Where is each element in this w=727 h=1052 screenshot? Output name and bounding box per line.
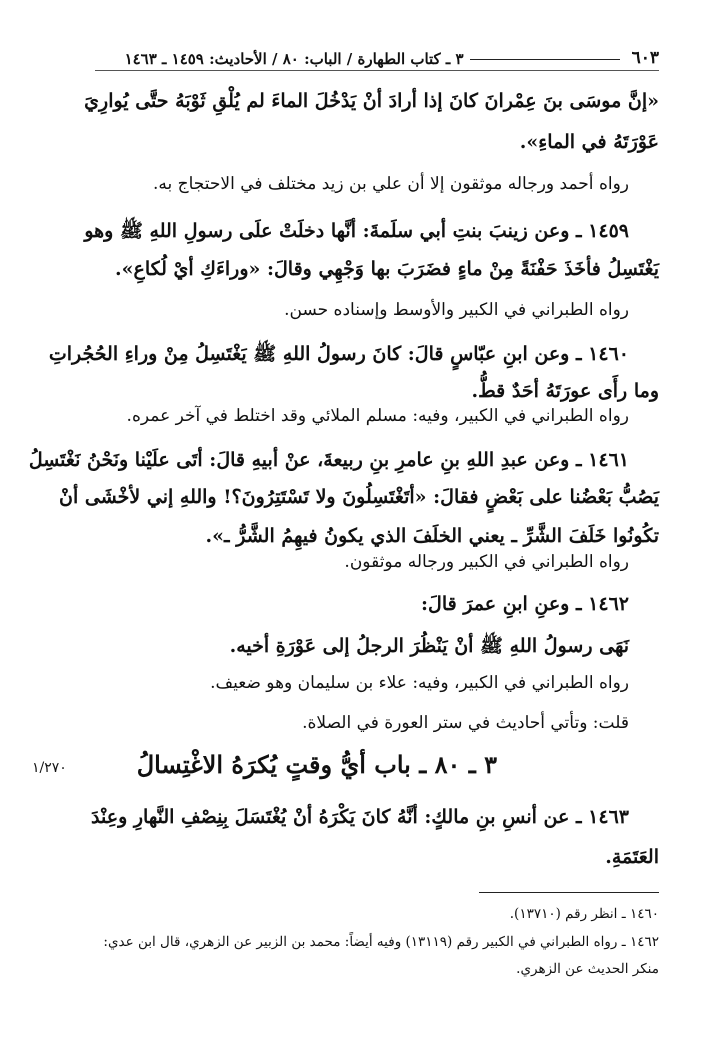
source-line: رواه الطبراني في الكبير والأوسط وإسناده حسن. (284, 300, 629, 320)
hadith-text-line: يَصُبُّ بَعْضُنا على بَعْضٍ فقالَ: «أتَغْتَسِلُونَ ولا تَسْتَتِرُونَ؟! واللهِ إني لأخْشَى أنْ (59, 486, 659, 508)
footnote: ١٤٦٢ ـ رواه الطبراني في الكبير رقم (١٣١١٩) وفيه أيضاً: محمد بن الزبير عن الزهري، قال ابن عدي: (103, 934, 659, 950)
hadith-1461-line (28, 449, 629, 471)
hadith-1459-line (84, 219, 629, 247)
header-dash-line (470, 59, 620, 60)
hadith-text-line: يَغْتَسِلُ فأخَذَ حَفْنَةً مِنْ ماءٍ فضَرَبَ بها وَجْهِي وقالَ: «وراءَكِ أيْ لُكاعِ». (115, 258, 659, 280)
header-rule (95, 70, 659, 71)
hadith-1460-line (48, 342, 629, 370)
hadith-number: ١٤٦٠ (588, 343, 629, 365)
hadith-text-line: نَهَى رسولُ اللهِ ﷺ أنْ يَنْظُرَ الرجلُ إلى عَوْرَةِ أخيه. (229, 635, 629, 657)
footnote: ١٤٦٠ ـ انظر رقم (١٣٧١٠). (509, 906, 659, 922)
hadith-text-line: تكُونُوا خَلَفَ الشَّرِّ ـ يعني الخلَفَ الذي يكونُ فيهِمُ الشَّرُّ ـ». (205, 525, 659, 547)
hadith-text-line: وما رأَى عورَتَهُ أحَدٌ قطُّ. (471, 380, 659, 402)
hadith-number: ١٤٦١ (588, 449, 629, 471)
hadith-number: ١٤٦٢ (588, 593, 629, 615)
chapter-heading: ٣ ـ ٨٠ ـ باب أيُّ وقتٍ يُكرَهُ الاغْتِسالُ (136, 750, 497, 779)
hadith-text: ـ عن أنسِ بنِ مالكٍ: أنَّهُ كانَ يَكْرَهُ أنْ يُغْتَسَلَ بِنِصْفِ النَّهارِ وعِنْدَ (91, 806, 582, 828)
page-number: ٦٠٣ (631, 48, 659, 68)
footnote-rule (479, 892, 659, 893)
hadith-text: ـ وعن عبدِ اللهِ بنِ عامرِ بنِ ربيعةَ، عنْ أبيهِ قالَ: أتَى علَيْنا ونَحْنُ نَغْتَسِلُ (28, 449, 582, 471)
hadith-number: ١٤٥٩ (588, 220, 629, 242)
source-line: رواه أحمد ورجاله موثقون إلا أن علي بن زيد مختلف في الاحتجاج به. (152, 174, 629, 194)
hadith-text-line: العَتَمَةِ. (605, 846, 659, 868)
source-line: رواه الطبراني في الكبير ورجاله موثقون. (344, 552, 629, 572)
hadith-1462-line (95, 593, 629, 615)
hadith-1463-line (91, 806, 629, 828)
hadith-text: ـ وعن زينبَ بنتِ أبي سلَمةَ: أنَّها دخلَتْ علَى رسولِ اللهِ ﷺ وهو (84, 220, 582, 242)
footnote: منكر الحديث عن الزهري. (516, 961, 659, 977)
hadith-text: ـ وعنِ ابنِ عمرَ قالَ: (421, 593, 582, 615)
running-header (95, 40, 659, 68)
hadith-text-line: عَوْرَتَهُ في الماءِ». (519, 131, 659, 153)
editor-note: قلت: وتأتي أحاديث في ستر العورة في الصلاة. (302, 713, 629, 733)
hadith-number: ١٤٦٣ (588, 806, 629, 828)
hadith-text-line: «إنَّ موسَى بنَ عِمْرانَ كانَ إذا أرادَ أنْ يَدْخُلَ الماءَ لم يُلْقِ ثَوْبَهُ حتَّى يُوارِيَ (84, 90, 659, 112)
hadith-text: ـ وعن ابنِ عبّاسٍ قالَ: كانَ رسولُ اللهِ ﷺ يَغْتَسِلُ مِنْ وراءِ الحُجُراتِ (48, 343, 582, 365)
source-line: رواه الطبراني في الكبير، وفيه: مسلم الملائي وقد اختلط في آخر عمره. (126, 406, 629, 426)
source-line: رواه الطبراني في الكبير، وفيه: علاء بن سليمان وهو ضعيف. (210, 673, 629, 693)
margin-reference: ١/٢٧٠ (32, 760, 67, 776)
running-title: ٣ ـ كتاب الطهارة / الباب: ٨٠ / الأحاديث: ١٤٥٩ ـ ١٤٦٣ (124, 50, 464, 68)
